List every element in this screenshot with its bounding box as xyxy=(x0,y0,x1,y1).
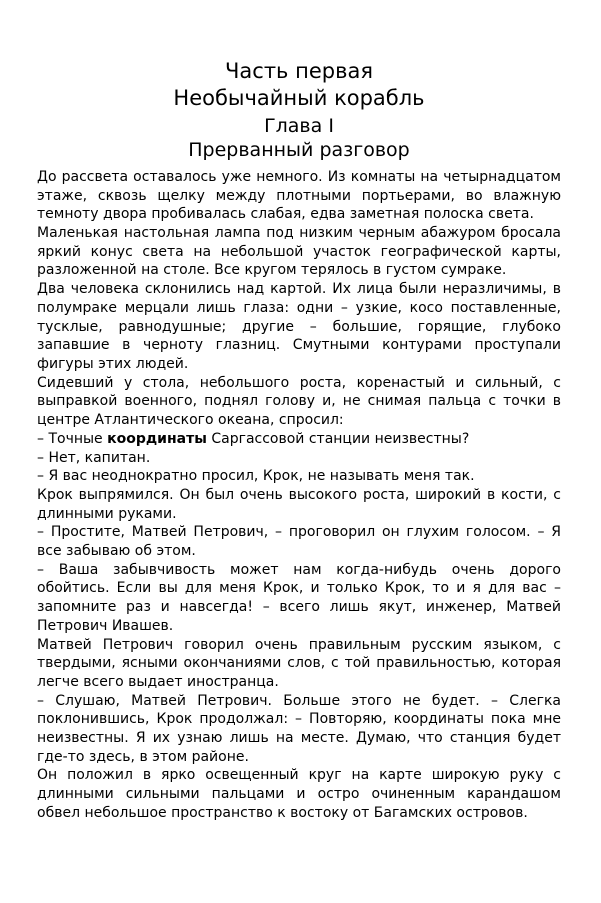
chapter-number: Глава I xyxy=(264,114,334,137)
chapter-title: Прерванный разговор xyxy=(188,139,410,162)
paragraph-1: До рассвета оставалось уже немного. Из комнаты на четырнадцатом этаже, сквозь щелку между плотными портьерами, во влажную темноту двора пробивалась слабая, едва заметная полоска света. xyxy=(37,168,561,223)
book-page xyxy=(37,58,561,823)
paragraph-8: Крок выпрямился. Он был очень высокого роста, широкий в кости, с длинными руками. xyxy=(37,486,561,522)
paragraph-6: – Нет, капитан. xyxy=(37,449,151,466)
paragraph-10: – Ваша забывчивость может нам когда-нибудь очень дорого обойтись. Если вы для меня Крок, и только Крок, то и я для вас – запомните раз и навсегда! – всего лишь якут, инженер, Матвей Петрович Ивашев. xyxy=(37,561,561,634)
body-text xyxy=(37,168,561,823)
paragraph-13: Он положил в ярко освещенный круг на карте широкую руку с длинными сильными пальцами и остро очиненным карандашом обвел небольшое пространство к востоку от Багамских островов. xyxy=(37,767,561,821)
paragraph-2: Маленькая настольная лампа под низким черным абажуром бросала яркий конус света на небольшой участок географической карты, разложенной на столе. Все кругом терялось в густом сумраке. xyxy=(37,225,561,279)
paragraph-12: – Слушаю, Матвей Петрович. Больше этого не будет. – Слегка поклонившись, Крок продолжал: – Повторяю, координаты пока мне неизвестны. Я их узнаю лишь на месте. Думаю, что станция будет где-то здесь, в этом районе. xyxy=(37,692,561,765)
paragraph-5-bold: координаты xyxy=(107,430,207,447)
paragraph-3: Два человека склонились над картой. Их лица были неразличимы, в полумраке мерцали лишь глаза: одни – узкие, косо поставленные, тусклые, равнодушные; другие – большие, горящие, глубоко запавшие в черноту глазниц. Смутными контурами проступали фигуры этих людей. xyxy=(37,281,561,372)
paragraph-5-before: – Точные xyxy=(37,430,108,447)
headings-block xyxy=(37,58,561,163)
part-title: Часть первая xyxy=(225,59,373,83)
paragraph-5 xyxy=(37,430,561,449)
paragraph-7: – Я вас неоднократно просил, Крок, не называть меня так. xyxy=(37,468,475,485)
paragraph-4: Сидевший у стола, небольшого роста, коренастый и сильный, с выправкой военного, поднял голову и, не снимая пальца с точки в центре Атлантического океана, спросил: xyxy=(37,374,561,429)
paragraph-9: – Простите, Матвей Петрович, – проговорил он глухим голосом. – Я все забываю об этом. xyxy=(37,524,561,560)
paragraph-5-after: Саргассовой станции неизвестны? xyxy=(206,430,470,447)
book-title: Необычайный корабль xyxy=(173,86,425,111)
paragraph-11: Матвей Петрович говорил очень правильным русским языком, с твердыми, ясными окончаниями слов, с той правильностью, которая легче всего выдает иностранца. xyxy=(37,636,561,690)
